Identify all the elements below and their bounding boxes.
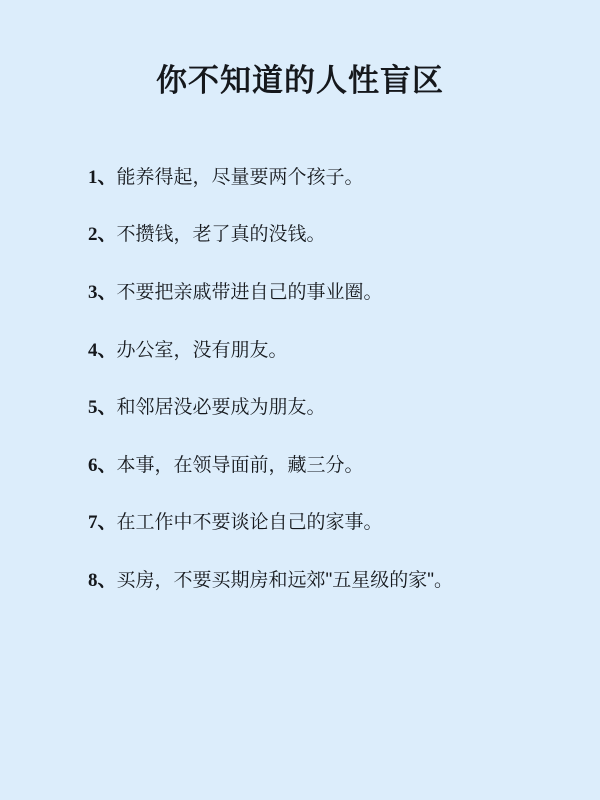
list-item-index: 3、 <box>88 281 117 303</box>
list-item-text: 办公室，没有朋友。 <box>116 339 288 361</box>
list-item-text: 不要把亲戚带进自己的事业圈。 <box>116 281 383 303</box>
page-title: 你不知道的人性盲区 <box>156 63 444 98</box>
list-item-index: 7、 <box>88 512 117 534</box>
list-item-index: 5、 <box>88 397 117 419</box>
list-item-text: 不攒钱，老了真的没钱。 <box>116 224 326 246</box>
list-item-text: 和邻居没必要成为朋友。 <box>116 397 326 419</box>
list-item <box>0 222 600 249</box>
tips-list <box>0 165 600 626</box>
list-item-index: 6、 <box>88 454 117 476</box>
list-item <box>0 165 600 192</box>
list-item-index: 2、 <box>88 224 117 246</box>
list-item <box>0 568 600 595</box>
list-item <box>0 510 600 537</box>
list-item-index: 1、 <box>88 166 117 188</box>
list-item <box>0 338 600 365</box>
list-item-text: 能养得起，尽量要两个孩子。 <box>116 166 364 188</box>
list-item <box>0 280 600 307</box>
list-item <box>0 453 600 480</box>
list-item <box>0 395 600 422</box>
list-item-text: 在工作中不要谈论自己的家事。 <box>116 512 383 534</box>
list-item-text: 买房，不要买期房和远郊"五星级的家"。 <box>116 569 454 591</box>
list-item-index: 8、 <box>88 569 117 591</box>
list-item-text: 本事，在领导面前，藏三分。 <box>116 454 364 476</box>
list-item-index: 4、 <box>88 339 117 361</box>
